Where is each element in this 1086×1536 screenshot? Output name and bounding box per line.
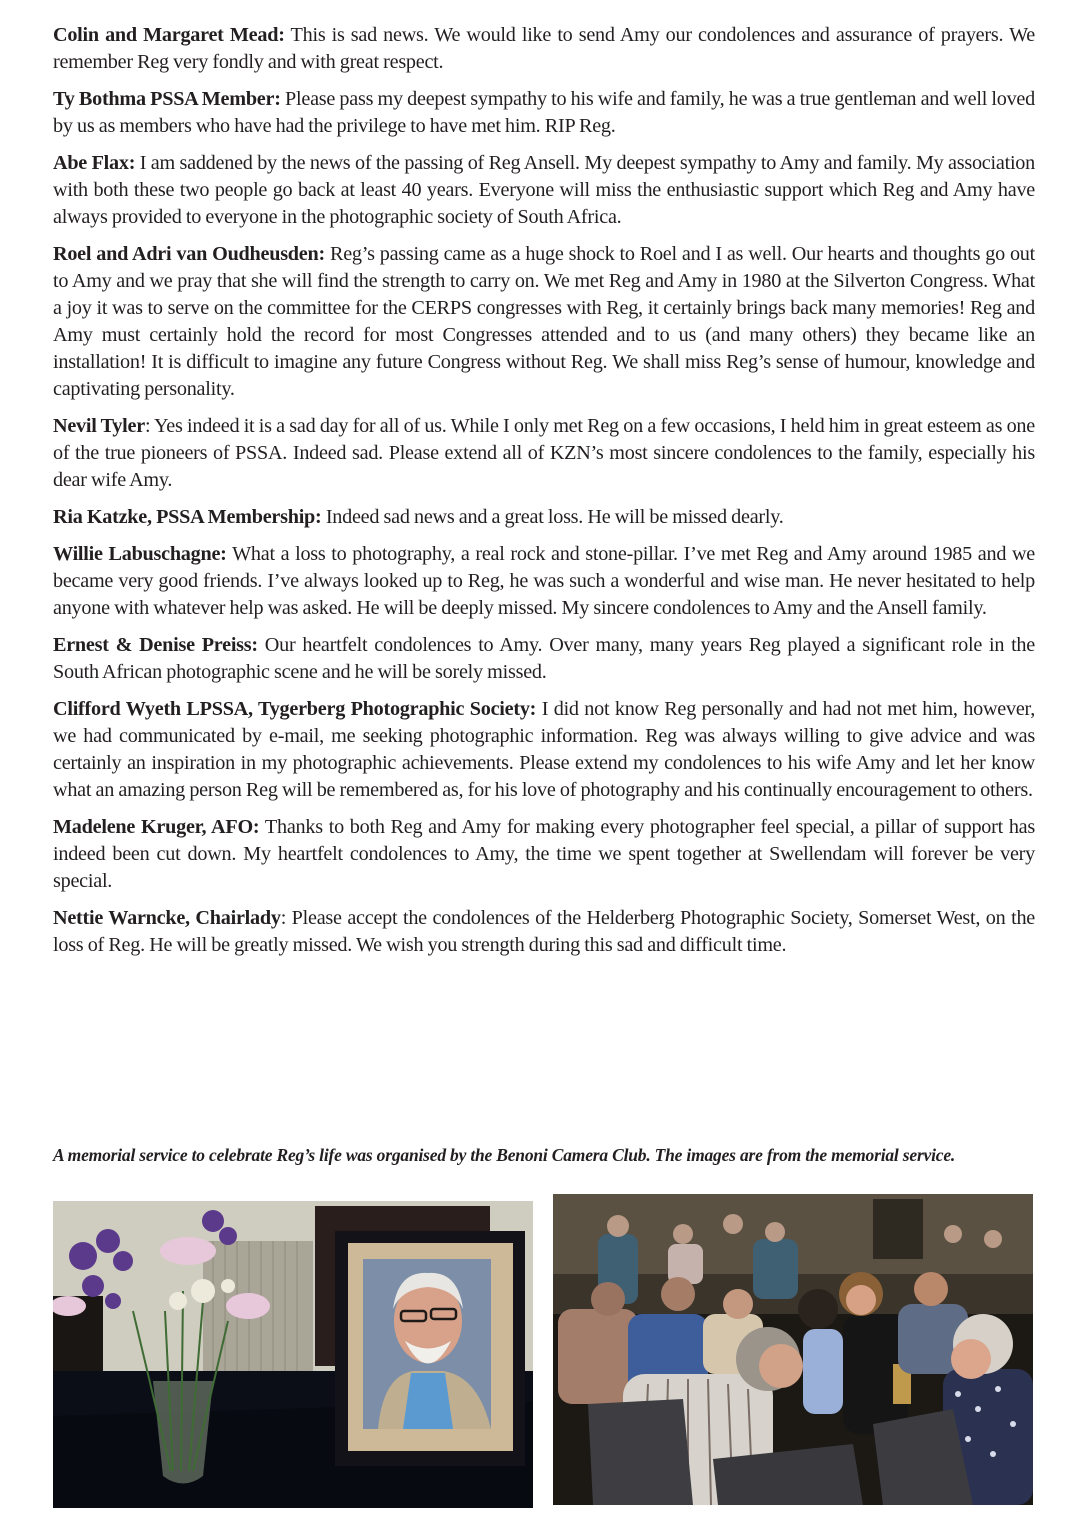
condolence-entry [53, 632, 1035, 686]
message-text: : Yes indeed it is a sad day for all of us. While I only met Reg on a few occasions, I held him in great esteem as one of the true pioneers of PSSA. Indeed sad. Please extend all of KZN’s most sincere condolences to the family, especially his dear wife Amy. [53, 415, 1035, 491]
condolence-entry [53, 86, 1035, 140]
author-name: Colin and Margaret Mead: [53, 24, 285, 46]
message-text: Thanks to both Reg and Amy for making every photographer feel special, a pillar of support has indeed been cut down. My heartfelt condolences to Amy, the time we spent together at Swellendam will forever be very special. [53, 816, 1035, 892]
message-text: Please pass my deepest sympathy to his wife and family, he was a true gentleman and well loved by us as members who have had the privilege to have met him. RIP Reg. [53, 88, 1035, 137]
condolence-entry [53, 22, 1035, 76]
message-text: : Please accept the condolences of the Helderberg Photographic Society, Somerset West, on the loss of Reg. He will be greatly missed. We wish you strength during this sad and difficult time. [53, 907, 1035, 956]
message-text: This is sad news. We would like to send Amy our condolences and assurance of prayers. We remember Reg very fondly and with great respect. [53, 24, 1036, 73]
photo-caption: A memorial service to celebrate Reg’s life was organised by the Benoni Camera Club. The images are from the memorial service. [53, 1145, 956, 1165]
message-text: What a loss to photography, a real rock and stone-pillar. I’ve met Reg and Amy around 1985 and we became very good friends. I’ve always looked up to Reg, he was such a wonderful and wise man. He never hesitated to help anyone with whatever help was asked. He will be deeply missed. My sincere condolences to Amy and the Ansell family. [53, 543, 1036, 619]
condolence-entry [53, 814, 1035, 895]
message-text: Our heartfelt condolences to Amy. Over many, many years Reg played a significant role in the South African photographic scene and he will be sorely missed. [53, 634, 1035, 683]
condolence-entry [53, 241, 1035, 403]
author-name: Madelene Kruger, AFO: [53, 816, 260, 838]
author-name: Nettie Warncke, Chairlady [53, 907, 281, 929]
condolence-entry [53, 905, 1035, 959]
author-name: Clifford Wyeth LPSSA, Tygerberg Photographic Society: [53, 698, 537, 720]
message-text: I am saddened by the news of the passing of Reg Ansell. My deepest sympathy to Amy and family. My association with both these two people go back at least 40 years. Everyone will miss the enthusiastic support which Reg and Amy have always provided to everyone in the photographic society of South Africa. [53, 152, 1035, 228]
author-name: Ria Katzke, PSSA Membership: [53, 506, 322, 528]
author-name: Roel and Adri van Oudheusden: [53, 243, 325, 265]
message-text: Indeed sad news and a great loss. He will be missed dearly. [321, 506, 784, 528]
author-name: Abe Flax: [53, 152, 136, 174]
memorial-attendees-photo [553, 1194, 1033, 1505]
condolence-list [53, 22, 1035, 969]
condolence-entry [53, 541, 1035, 622]
author-name: Willie Labuschagne: [53, 543, 227, 565]
condolence-entry [53, 150, 1035, 231]
message-text: I did not know Reg personally and had not met him, however, we had communicated by e-mail, me seeking photographic information. Reg was always willing to give advice and was certainly an inspiration in my photographic achievements. Please extend my condolences to his wife Amy and let her know what an amazing person Reg will be remembered as, for his love of photography and his continually encouragement to others. [53, 698, 1035, 801]
author-name: Nevil Tyler [53, 415, 145, 437]
attendees-photo-illustration [553, 1194, 1033, 1505]
author-name: Ty Bothma PSSA Member: [53, 88, 281, 110]
condolence-entry [53, 413, 1035, 494]
message-text: Reg’s passing came as a huge shock to Roel and I as well. Our hearts and thoughts go out to Amy and we pray that she will find the strength to carry on. We met Reg and Amy in 1980 at the Silverton Congress. What a joy it was to serve on the committee for the CERPS congresses with Reg, it certainly brings back many memories! Reg and Amy must certainly hold the record for most Congresses attended and to us (and many others) they became like an installation! It is difficult to imagine any future Congress without Reg. We shall miss Reg’s sense of humour, knowledge and captivating personality. [53, 243, 1035, 400]
memorial-portrait-photo [53, 1201, 533, 1508]
author-name: Ernest & Denise Preiss: [53, 634, 258, 656]
condolence-entry [53, 696, 1035, 804]
portrait-photo-illustration [53, 1201, 533, 1508]
condolence-entry [53, 504, 1035, 531]
